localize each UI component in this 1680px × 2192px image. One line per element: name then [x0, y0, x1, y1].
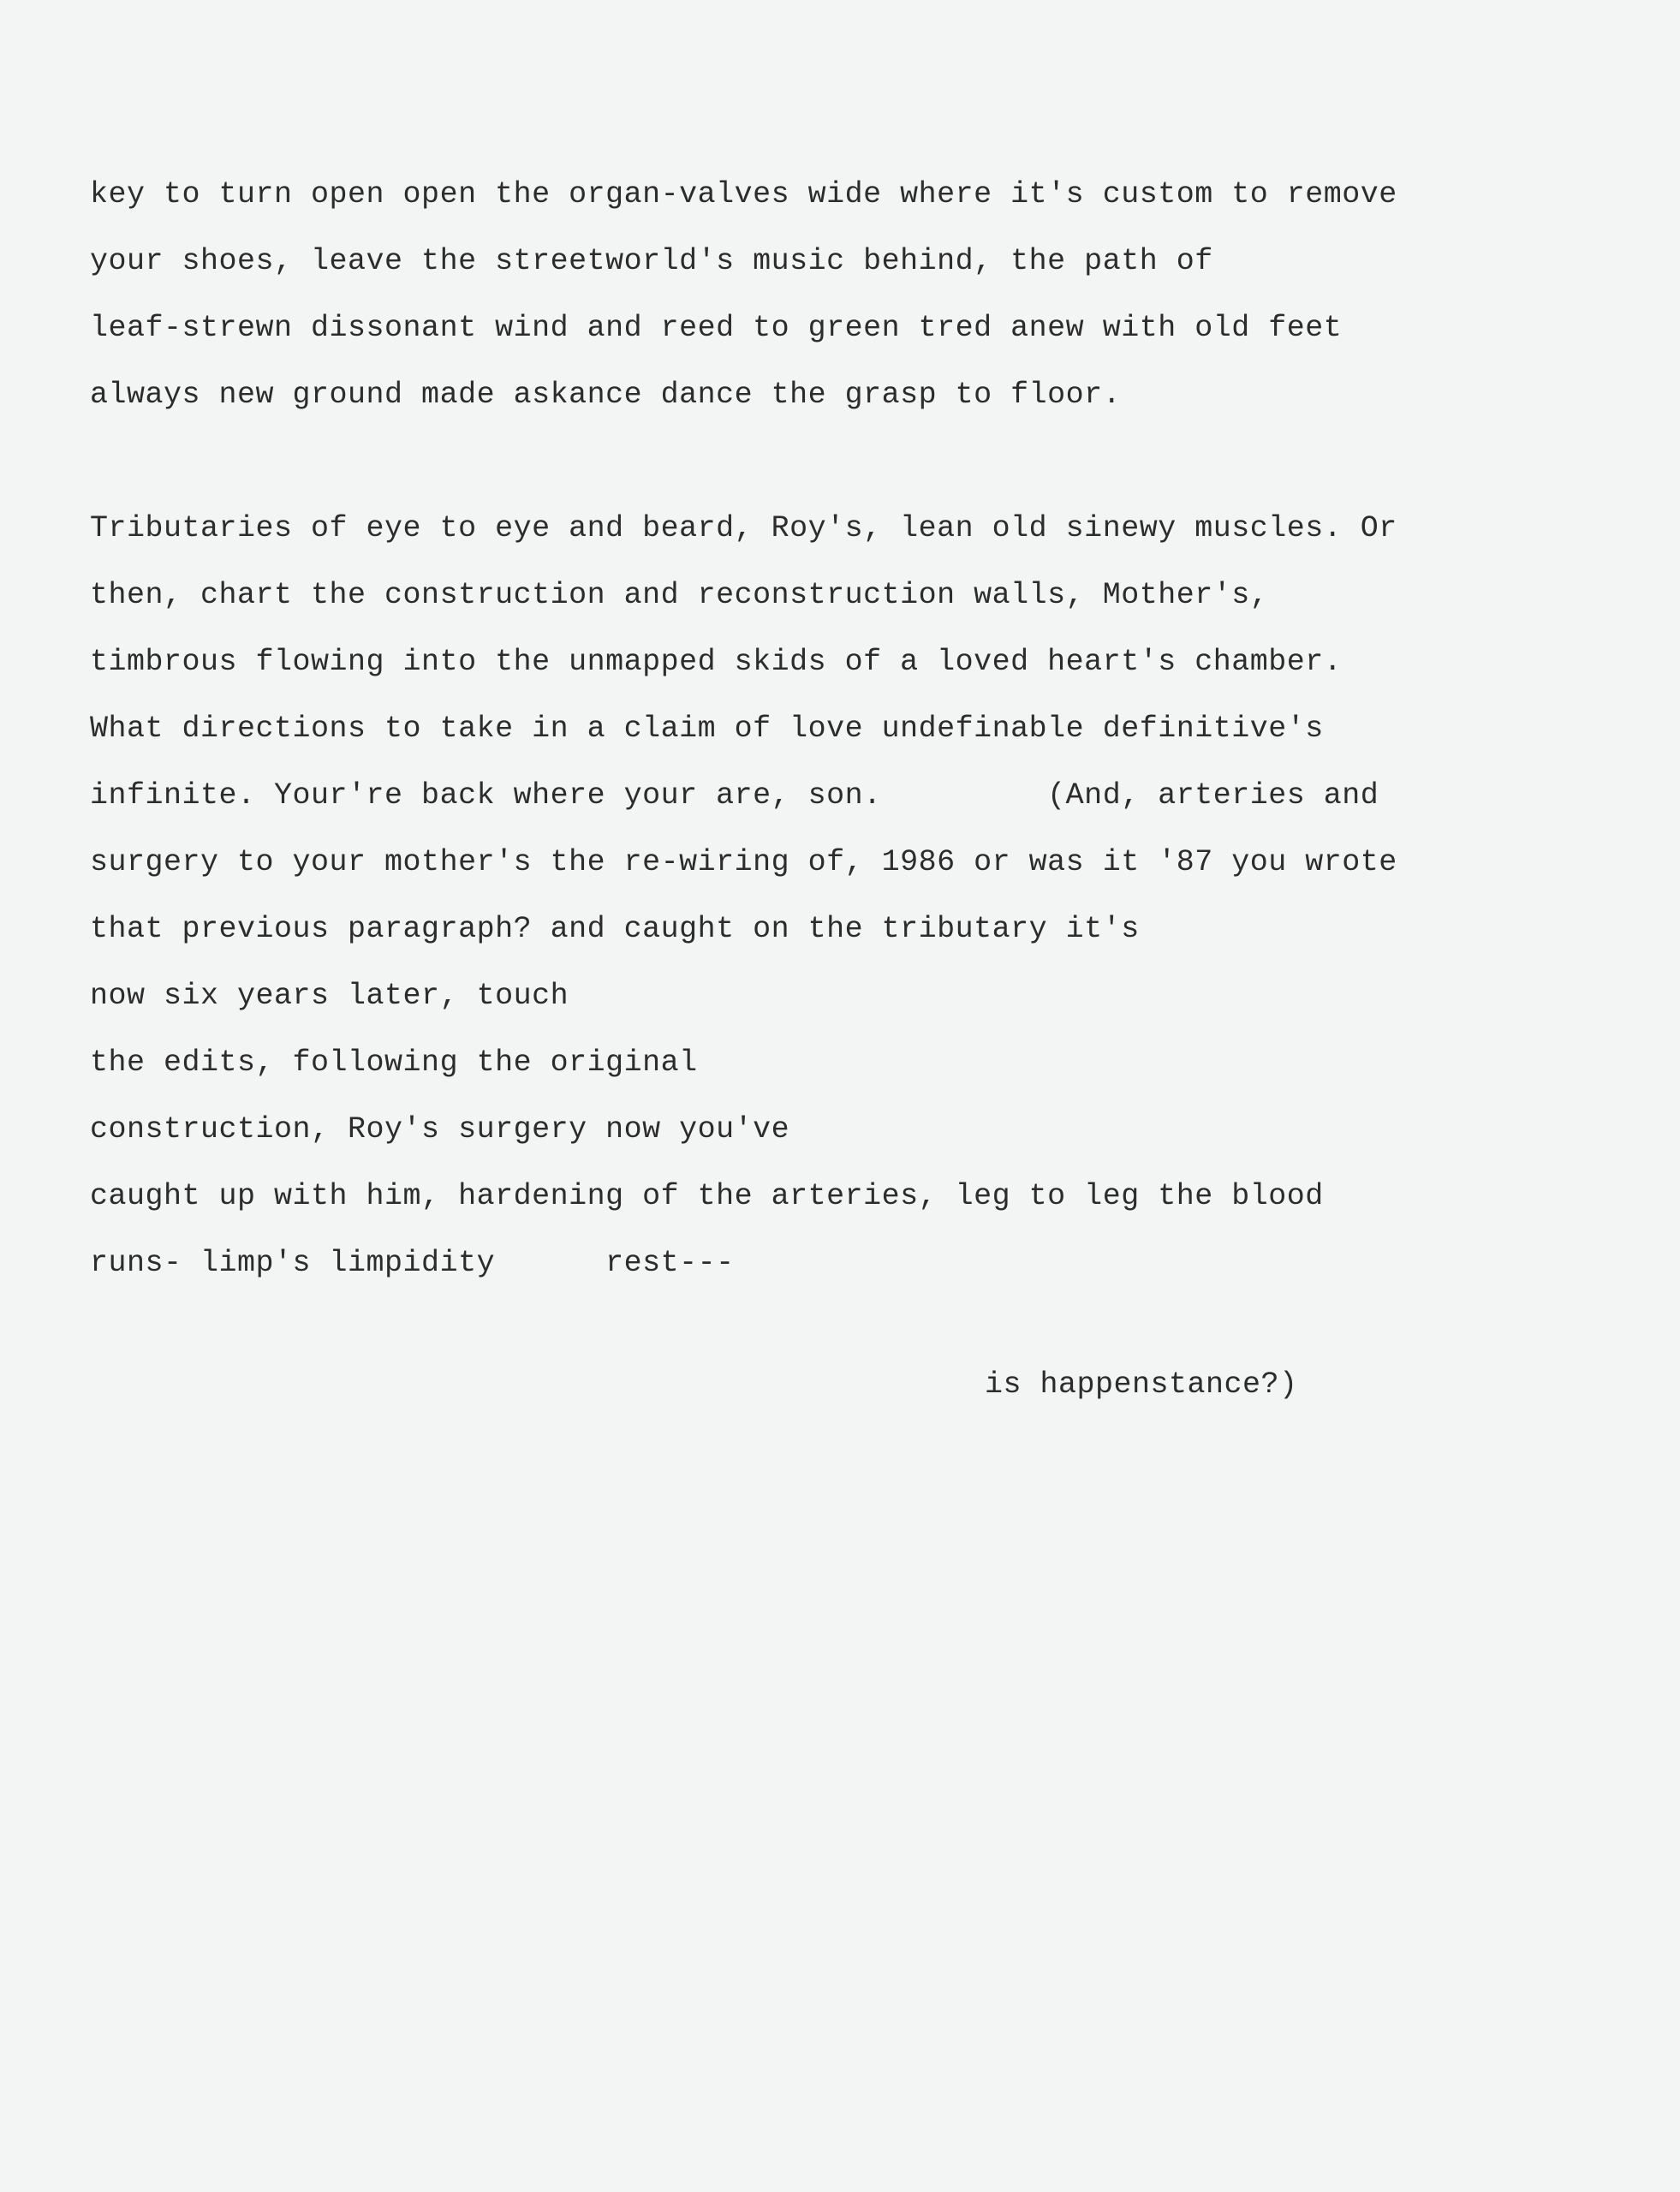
- text-line: that previous paragraph? and caught on the tributary it's: [90, 912, 1140, 946]
- text-line: surgery to your mother's the re-wiring of, 1986 or was it '87 you wrote: [90, 845, 1397, 879]
- text-line: the edits, following the original: [90, 1045, 698, 1080]
- text-line: your shoes, leave the streetworld's music behind, the path of: [90, 244, 1213, 278]
- text-line: then, chart the construction and reconstruction walls, Mother's,: [90, 578, 1269, 612]
- text-line: now six years later, touch: [90, 979, 569, 1013]
- text-line: runs- limp's limpidity rest---: [90, 1246, 735, 1280]
- text-line: infinite. Your're back where your are, son. (And, arteries and: [90, 778, 1379, 813]
- closing-line: is happenstance?): [985, 1367, 1298, 1402]
- text-line: always new ground made askance dance the grasp to floor.: [90, 378, 1122, 412]
- text-line: What directions to take in a claim of love undefinable definitive's: [90, 712, 1324, 746]
- text-line: timbrous flowing into the unmapped skids of a loved heart's chamber.: [90, 645, 1343, 679]
- paragraph-gap: [90, 428, 1588, 495]
- text-line: leaf-strewn dissonant wind and reed to green tred anew with old feet: [90, 311, 1343, 345]
- body-text: [90, 161, 1588, 1296]
- text-line: key to turn open open the organ-valves wide where it's custom to remove: [90, 177, 1397, 211]
- text-line: Tributaries of eye to eye and beard, Roy's, lean old sinewy muscles. Or: [90, 511, 1397, 545]
- text-line: construction, Roy's surgery now you've: [90, 1112, 790, 1147]
- text-line: caught up with him, hardening of the arteries, leg to leg the blood: [90, 1179, 1324, 1213]
